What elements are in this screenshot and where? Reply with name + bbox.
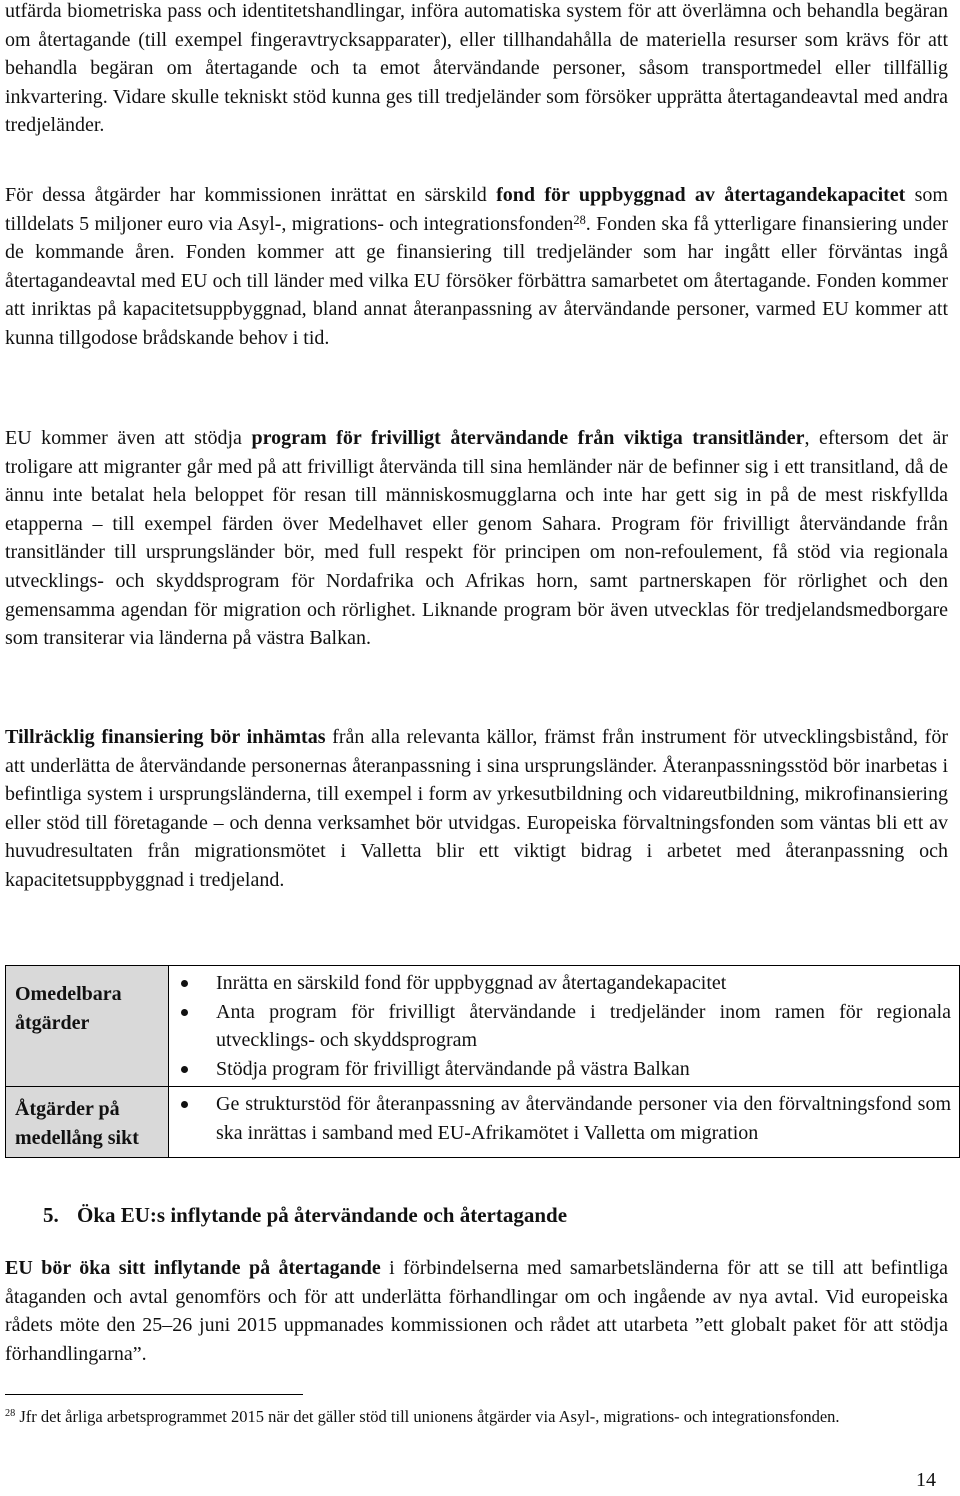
row-label-immediate: Omedelbara åtgärder (6, 966, 169, 1087)
text-segment: , eftersom det är troligare att migranter går med på att frivilligt återvända till sina hemländer när de befinner sig i ett transitland, då de ännu inte betalat hela beloppet för resan till människosmugglarna och inte har gett sig in på de mest riskfyllda etapperna – till exempel färden över Medelhavet eller genom Sahara. Program för frivilligt återvändande från transitländer till ursprungsländer bör, med full respekt för principen om non-refoulement, få stöd via regionala utvecklings- och skyddsprogram för Nordafrika och Afrikas horn, samt partnerskapen för rörlighet och den gemensamma agendan för migration och rörlighet. Liknande program bör även utvecklas för tredjelandsmedborgare som transiterar via länderna på västra Balkan. (5, 427, 948, 650)
footnote-divider (5, 1394, 303, 1395)
paragraph-leverage (5, 1254, 948, 1368)
footnote-reference[interactable]: 28 (573, 212, 586, 227)
text-segment: som tilldelats 5 miljoner euro via Asyl-, migrations- och integrationsfonden (5, 184, 948, 235)
bold-phrase: EU bör öka sitt inflytande på återtagande (5, 1257, 381, 1279)
list-item (179, 1055, 951, 1084)
footnote (5, 1405, 948, 1429)
list-item-text: Anta program för frivilligt återvändande i tredjeländer inom ramen för regionala utvecklings- och skyddsprogram (216, 1000, 951, 1052)
bullet-icon (181, 980, 188, 987)
section-title: Öka EU:s inflytande på återvändande och återtagande (77, 1203, 568, 1227)
row-label-medium-term: Åtgärder på medellång sikt (6, 1087, 169, 1158)
text-segment: EU kommer även att stödja (5, 427, 252, 449)
page-number: 14 (916, 1469, 936, 1491)
text-segment: För dessa åtgärder har kommissionen inrättat en särskild (5, 184, 497, 206)
bullet-icon (181, 1009, 188, 1016)
bullet-list (179, 969, 951, 1083)
paragraph-readmission-fund (5, 181, 948, 353)
list-item-text: Ge strukturstöd för återanpassning av återvändande personer via den förvaltningsfond som ska inrättas i samband med EU-Afrikamötet i Valletta om migration (216, 1093, 951, 1144)
section-number: 5. (43, 1203, 59, 1227)
actions-table (5, 965, 960, 1158)
bold-phrase: fond för uppbyggnad av återtagandekapacitet (496, 184, 906, 206)
bullet-icon (181, 1101, 188, 1108)
list-item-text: Stödja program för frivilligt återvändande på västra Balkan (216, 1057, 690, 1080)
section-heading (43, 1200, 567, 1230)
list-item-text: Inrätta en särskild fond för uppbyggnad av återtagandekapacitet (216, 972, 727, 994)
row-items (169, 1087, 960, 1158)
text-segment: i förbindelserna med samarbetsländerna för att se till att befintliga åtaganden och avtal genomförs och för att underlätta förhandlingar om och ingående av nya avtal. Vid europeiska rådets möte den 25–26 juni 2015 uppmanades kommissionen och rådet att utarbeta ”ett globalt paket för att stödja förhandlingarna”. (5, 1257, 948, 1365)
paragraph-funding (5, 723, 948, 895)
text-segment: från alla relevanta källor, främst från instrument för utvecklingsbistånd, för att underlätta de återvändande personernas återanpassning i sina ursprungsländer. Återanpassningsstöd bör inarbetas i befintliga system i ursprungsländerna, till exempel i form av yrkesutbildning och vidareutbildning, mikrofinansiering eller stöd till företagande – och denna verksamhet bör utvidgas. Europeiska förvaltningsfonden som väntas bli ett av huvudresultaten från migrationsmötet i Valletta blir ett viktigt bidrag i arbetet med återanpassning och kapacitetsuppbyggnad i tredjeland. (5, 726, 949, 891)
footnote-marker: 28 (5, 1408, 16, 1419)
row-items (169, 966, 960, 1087)
bold-phrase: program för frivilligt återvändande från viktiga transitländer (251, 427, 805, 449)
bold-phrase: Tillräcklig finansiering bör inhämtas (5, 726, 326, 748)
list-item (179, 998, 951, 1055)
text-segment: . Fonden ska få ytterligare finansiering under de kommande åren. Fonden kommer att ge finansiering till tredjeländer som har ingått eller förväntas ingå återtagandeavtal med EU och till länder med vilka EU försöker förbättra samarbetet om återtagande. Fonden kommer att inriktas på kapacitetsuppbyggnad, bland annat återanpassning av återvändande personer, varmed EU kommer att kunna tillgodose brådskande behov i tid. (5, 212, 948, 349)
list-item (179, 1090, 951, 1147)
list-item (179, 969, 951, 998)
table-row (6, 1087, 960, 1158)
paragraph-voluntary-return (5, 424, 948, 653)
bullet-icon (181, 1066, 188, 1073)
bullet-list (179, 1090, 951, 1147)
footnote-text: Jfr det årliga arbetsprogrammet 2015 när det gäller stöd till unionens åtgärder via Asyl-, migrations- och integrationsfonden. (15, 1407, 840, 1426)
paragraph-capacity-support: utfärda biometriska pass och identitetshandlingar, införa automatiska system för att överlämna och behandla begäran om återtagande (till exempel fingeravtrycksapparater), eller tillhandahålla de materiella resurser som krävs för att behandla begäran om återtagande och ta emot återvändande personer, såsom transportmedel eller tillfällig inkvartering. Vidare skulle tekniskt stöd kunna ges till tredjeländer som försöker upprätta återtagandeavtal med andra tredjeländer. (5, 0, 948, 137)
table-row (6, 966, 960, 1087)
